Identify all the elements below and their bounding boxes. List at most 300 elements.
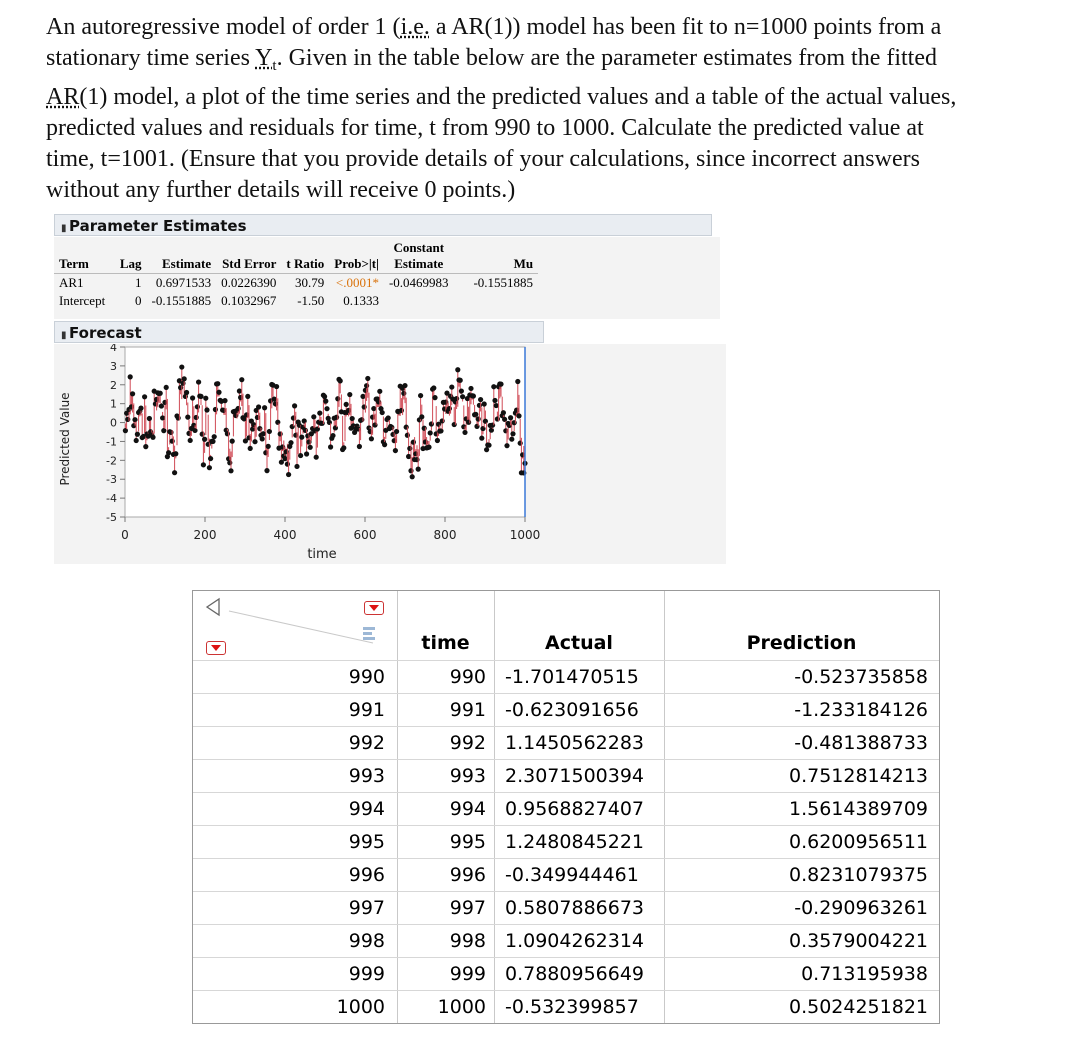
data-point (498, 382, 503, 387)
data-point (423, 439, 428, 444)
table-row: AR1 1 0.6971533 0.0226390 30.79 <.0001* -0.0469983 -0.1551885 (59, 275, 534, 290)
data-point (350, 416, 355, 421)
data-point (150, 435, 155, 440)
x-tick-label: 200 (193, 528, 217, 542)
data-point (478, 397, 483, 402)
time-cell[interactable]: 996 (449, 864, 486, 886)
data-point (476, 416, 481, 421)
data-point (382, 442, 387, 447)
data-point (308, 445, 313, 450)
actual-cell[interactable]: 1.2480845221 (505, 831, 645, 853)
data-point (320, 421, 325, 426)
prediction-cell[interactable]: 0.7512814213 (788, 765, 928, 787)
data-point (494, 403, 499, 408)
data-point (364, 383, 369, 388)
data-point (407, 446, 412, 451)
data-point (179, 364, 184, 369)
data-point (334, 415, 339, 420)
row-number-cell[interactable]: 998 (348, 930, 385, 952)
data-point (315, 426, 320, 431)
data-point (273, 401, 278, 406)
data-point (238, 395, 243, 400)
row-number-cell[interactable]: 991 (348, 699, 385, 721)
actual-cell[interactable]: 1.0904262314 (505, 930, 645, 952)
time-cell[interactable]: 999 (449, 963, 486, 985)
data-point (489, 428, 494, 433)
data-point (507, 423, 512, 428)
data-point (359, 417, 364, 422)
data-point (429, 421, 434, 426)
y-tick-label: 4 (110, 344, 117, 354)
data-point (267, 429, 272, 434)
data-point (236, 406, 241, 411)
time-cell[interactable]: 1000 (437, 996, 486, 1018)
data-point (239, 377, 244, 382)
prediction-cell[interactable]: 0.3579004221 (788, 930, 928, 952)
data-point (431, 385, 436, 390)
y-tick-label: -5 (106, 511, 117, 524)
data-point (208, 456, 213, 461)
data-point (188, 438, 193, 443)
data-point (335, 396, 340, 401)
data-point (406, 454, 411, 459)
actual-cell[interactable]: -1.701470515 (505, 666, 639, 688)
data-point (435, 438, 440, 443)
data-point (170, 439, 175, 444)
data-point (490, 423, 495, 428)
data-point (135, 432, 140, 437)
data-point (324, 406, 329, 411)
data-point (483, 419, 488, 424)
data-point (468, 386, 473, 391)
y-tick-label: -2 (106, 454, 117, 468)
data-point (153, 401, 158, 406)
data-point (362, 404, 367, 409)
data-point (291, 415, 296, 420)
data-point (158, 391, 163, 396)
data-point (338, 378, 343, 383)
data-point (341, 445, 346, 450)
data-point (128, 374, 133, 379)
row-number-cell[interactable]: 994 (348, 798, 385, 820)
data-point (225, 431, 230, 436)
data-point (299, 435, 304, 440)
data-point (414, 457, 419, 462)
data-point (443, 400, 448, 405)
data-point (138, 406, 143, 411)
data-table (192, 590, 940, 1024)
data-point (204, 407, 209, 412)
data-point (356, 426, 361, 431)
table-row[interactable] (193, 660, 939, 694)
y-tick-label: 3 (110, 359, 117, 373)
table-row[interactable] (193, 726, 939, 760)
data-point (176, 415, 181, 420)
row-number-cell[interactable]: 990 (348, 666, 385, 688)
data-point (455, 367, 460, 372)
data-point (495, 416, 500, 421)
data-point (215, 381, 220, 386)
dropdown-icon (369, 605, 379, 611)
data-point (125, 417, 130, 422)
data-point (230, 439, 235, 444)
data-point (201, 462, 206, 467)
data-point (459, 388, 464, 393)
col-prob: Prob>|t| (329, 239, 384, 274)
row-number-cell[interactable]: 1000 (336, 996, 385, 1018)
data-point (162, 400, 167, 405)
data-point (134, 438, 139, 443)
data-point (501, 410, 506, 415)
data-point (147, 416, 152, 421)
data-point (509, 437, 514, 442)
data-point (198, 394, 203, 399)
data-point (402, 383, 407, 388)
data-point (190, 395, 195, 400)
table-row: Intercept 0 -0.1551885 0.1032967 -1.50 0.1333 (59, 293, 379, 308)
prediction-cell[interactable]: 0.5024251821 (788, 996, 928, 1018)
data-point (257, 426, 262, 431)
data-point (440, 418, 445, 423)
row-selector-icon[interactable] (207, 599, 219, 615)
data-point (290, 424, 295, 429)
col-header-prediction[interactable]: Prediction (746, 632, 857, 654)
table-row[interactable] (193, 825, 939, 859)
prediction-cell[interactable]: 0.8231079375 (788, 864, 928, 886)
forecast-chart (54, 344, 726, 564)
data-point (491, 384, 496, 389)
time-cell[interactable]: 995 (449, 831, 486, 853)
data-point (512, 420, 517, 425)
data-point (376, 399, 381, 404)
data-point (347, 392, 352, 397)
data-point (333, 425, 338, 430)
data-point (200, 432, 205, 437)
data-point (473, 412, 478, 417)
data-point (346, 408, 351, 413)
x-tick-label: 400 (273, 528, 297, 542)
data-point (298, 453, 303, 458)
data-point (408, 468, 413, 473)
data-point (479, 436, 484, 441)
table-row[interactable] (193, 891, 939, 925)
data-point (274, 384, 279, 389)
data-point (322, 394, 327, 399)
data-point (210, 439, 215, 444)
prediction-cell[interactable]: -0.290963261 (794, 897, 928, 919)
actual-cell[interactable]: -0.623091656 (505, 699, 639, 721)
table-row[interactable] (193, 792, 939, 826)
data-point (317, 410, 322, 415)
data-point (143, 444, 148, 449)
data-point (222, 398, 227, 403)
col-term: Term (54, 239, 115, 274)
data-point (213, 407, 218, 412)
data-point (405, 433, 410, 438)
ie-text: i.e. (400, 14, 430, 40)
data-point (363, 388, 368, 393)
x-axis-label: time (307, 547, 337, 562)
data-point (369, 436, 374, 441)
data-point (154, 397, 159, 402)
time-cell[interactable]: 997 (449, 897, 486, 919)
table-row[interactable] (193, 924, 939, 958)
data-point (314, 455, 319, 460)
data-point (304, 451, 309, 456)
data-point (419, 414, 424, 419)
actual-cell[interactable]: 0.9568827407 (505, 798, 645, 820)
data-point (460, 394, 465, 399)
time-cell[interactable]: 994 (449, 798, 486, 820)
time-cell[interactable]: 992 (449, 732, 486, 754)
y-tick-label: -3 (106, 473, 117, 487)
table-row[interactable] (193, 693, 939, 727)
row-number-cell[interactable]: 999 (348, 963, 385, 985)
row-number-cell[interactable]: 996 (348, 864, 385, 886)
data-point (311, 414, 316, 419)
table-row[interactable] (193, 858, 939, 892)
time-cell[interactable]: 993 (449, 765, 486, 787)
data-point (410, 474, 415, 479)
data-point (228, 468, 233, 473)
data-point (303, 428, 308, 433)
data-point (131, 423, 136, 428)
data-point (182, 376, 187, 381)
y-axis-label: Predicted Value (58, 392, 72, 486)
x-tick-label: 800 (433, 528, 457, 542)
data-point (504, 443, 509, 448)
question-line-2: stationary time series $Y_t$. Given in the table below are the parameter estimates from the fitted (46, 45, 937, 74)
data-point (263, 450, 268, 455)
prediction-cell[interactable]: 0.6200956511 (788, 831, 928, 853)
row-number-cell[interactable]: 993 (348, 765, 385, 787)
data-point (184, 390, 189, 395)
col-header-time[interactable]: time (421, 632, 470, 654)
data-point (195, 404, 200, 409)
data-point (129, 404, 134, 409)
x-tick-label: 1000 (509, 528, 541, 542)
data-point (458, 378, 463, 383)
data-point (360, 394, 365, 399)
prediction-cell[interactable]: -1.233184126 (794, 699, 928, 721)
dropdown-icon (211, 645, 221, 651)
data-point (248, 446, 253, 451)
data-point (328, 444, 333, 449)
data-point (227, 460, 232, 465)
data-point (207, 465, 212, 470)
data-point (244, 412, 249, 417)
data-point (245, 394, 250, 399)
data-point (327, 420, 332, 425)
time-cell[interactable]: 991 (449, 699, 486, 721)
data-point (284, 449, 289, 454)
data-point (389, 425, 394, 430)
data-point (185, 415, 190, 420)
data-point (261, 431, 266, 436)
data-point (466, 420, 471, 425)
data-point (370, 415, 375, 420)
actual-cell[interactable]: 0.7880956649 (505, 963, 645, 985)
data-point (202, 437, 207, 442)
column-list-icon[interactable] (363, 627, 375, 630)
data-point (123, 428, 128, 433)
data-point (160, 415, 165, 420)
prediction-cell[interactable]: -0.481388733 (794, 732, 928, 754)
data-point (278, 431, 283, 436)
table-row[interactable] (193, 957, 939, 991)
forecast-panel (54, 344, 726, 564)
actual-cell[interactable]: 2.3071500394 (505, 765, 645, 787)
data-point (285, 462, 290, 467)
data-point (186, 431, 191, 436)
col-constant-estimate: Constant Estimate (384, 239, 454, 274)
row-menu-button[interactable] (206, 641, 226, 655)
data-point (266, 444, 271, 449)
table-row[interactable] (193, 990, 939, 1024)
data-point (262, 405, 267, 410)
data-point (191, 423, 196, 428)
data-point (282, 456, 287, 461)
data-point (474, 424, 479, 429)
data-point (233, 413, 238, 418)
data-point (413, 451, 418, 456)
data-point (449, 384, 454, 389)
y-tick-label: 1 (110, 397, 117, 411)
data-point (418, 393, 423, 398)
data-point (482, 401, 487, 406)
row-number-cell[interactable]: 995 (348, 831, 385, 853)
data-point (286, 472, 291, 477)
data-point (401, 391, 406, 396)
row-number-cell[interactable]: 997 (348, 897, 385, 919)
row-number-cell[interactable]: 992 (348, 732, 385, 754)
col-std-error: Std Error (216, 239, 281, 274)
data-point (516, 413, 521, 418)
data-point (293, 433, 298, 438)
data-point (203, 396, 208, 401)
data-point (221, 408, 226, 413)
actual-cell[interactable]: 1.1450562283 (505, 732, 645, 754)
data-point (503, 428, 508, 433)
data-point (394, 429, 399, 434)
data-point (212, 434, 217, 439)
col-header-actual[interactable]: Actual (545, 632, 613, 654)
y-tick-label: -1 (106, 435, 117, 449)
actual-cell[interactable]: 0.5807886673 (505, 897, 645, 919)
disclosure-icon[interactable]: ▮ (61, 223, 67, 234)
data-point (302, 418, 307, 423)
y-tick-label: -4 (106, 492, 117, 506)
data-point (252, 439, 257, 444)
column-menu-button[interactable] (364, 601, 384, 615)
prediction-cell[interactable]: 0.713195938 (801, 963, 928, 985)
data-point (372, 422, 377, 427)
y-tick-label: 2 (110, 378, 117, 392)
prediction-cell[interactable]: 1.5614389709 (788, 798, 928, 820)
col-estimate: Estimate (147, 239, 217, 274)
data-point (486, 443, 491, 448)
data-point (480, 426, 485, 431)
question-line-6: without any further details will receive 0 points.) (46, 177, 516, 203)
data-point (294, 464, 299, 469)
data-point (518, 441, 523, 446)
data-point (330, 433, 335, 438)
data-point (246, 435, 251, 440)
data-point (216, 390, 221, 395)
data-point (237, 388, 242, 393)
data-point (306, 439, 311, 444)
data-point (292, 403, 297, 408)
data-point (288, 440, 293, 445)
data-point (368, 429, 373, 434)
data-point (515, 379, 520, 384)
data-point (371, 406, 376, 411)
data-point (365, 376, 370, 381)
data-point (344, 402, 349, 407)
question-text (46, 12, 1056, 206)
data-point (192, 428, 197, 433)
question-line-1: An autoregressive model of order 1 (i.e. a AR(1)) model has been fit to n=1000 points from a (46, 14, 942, 40)
data-point (180, 381, 185, 386)
parameter-estimates-header[interactable]: ▮ Parameter Estimates (54, 214, 712, 236)
col-lag: Lag (115, 239, 147, 274)
actual-cell[interactable]: -0.349944461 (505, 864, 639, 886)
data-point (377, 389, 382, 394)
data-point (142, 394, 147, 399)
data-point (132, 417, 137, 422)
table-row[interactable] (193, 759, 939, 793)
data-point (164, 385, 169, 390)
time-cell[interactable]: 998 (449, 930, 486, 952)
data-point (404, 425, 409, 430)
actual-cell[interactable]: -0.532399857 (505, 996, 639, 1018)
data-point (161, 428, 166, 433)
col-t-ratio: t Ratio (281, 239, 329, 274)
question-line-5: time, t=1001. (Ensure that you provide details of your calculations, since incorrect answers (46, 146, 920, 172)
data-point (411, 440, 416, 445)
data-point (477, 403, 482, 408)
data-point (393, 448, 398, 453)
data-point (323, 399, 328, 404)
prediction-cell[interactable]: -0.523735858 (794, 666, 928, 688)
forecast-header[interactable]: ▮ Forecast (54, 321, 544, 343)
data-point (275, 420, 280, 425)
data-point (130, 391, 135, 396)
data-point (196, 379, 201, 384)
data-point (386, 415, 391, 420)
col-mu: Mu (454, 239, 539, 274)
data-point (502, 417, 507, 422)
data-point (471, 393, 476, 398)
data-point (399, 408, 404, 413)
x-tick-label: 0 (121, 528, 129, 542)
question-line-3: AR(1) model, a plot of the time series and the predicted values and a table of the actual values, (46, 84, 957, 110)
time-cell[interactable]: 990 (449, 666, 486, 688)
data-point (392, 438, 397, 443)
disclosure-icon[interactable]: ▮ (61, 330, 67, 341)
data-point (272, 396, 277, 401)
data-point (447, 406, 452, 411)
data-point (173, 451, 178, 456)
data-point (452, 422, 457, 427)
data-point (264, 468, 269, 473)
data-point (168, 430, 173, 435)
data-point (432, 395, 437, 400)
data-point (260, 436, 265, 441)
data-point (251, 422, 256, 427)
data-point (462, 430, 467, 435)
data-point (454, 396, 459, 401)
